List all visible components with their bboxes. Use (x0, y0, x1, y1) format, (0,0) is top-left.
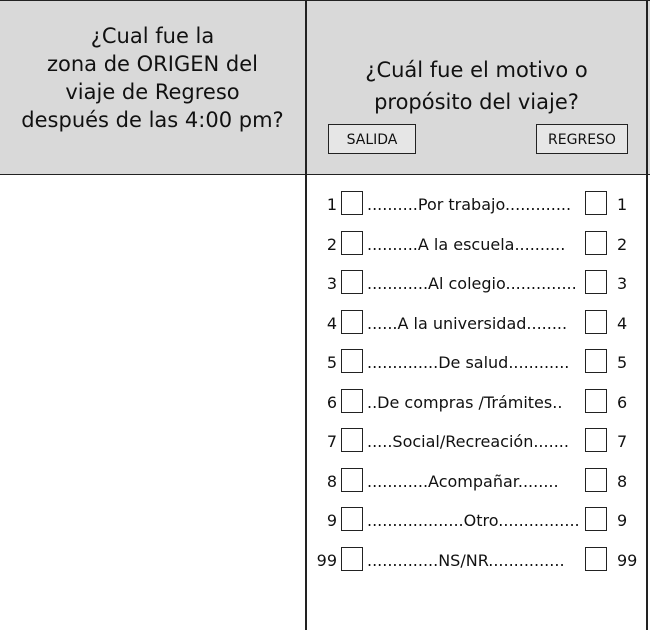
salida-checkbox[interactable] (341, 231, 363, 255)
option-code-salida: 5 (326, 353, 337, 372)
option-code-salida: 3 (326, 274, 337, 293)
option-row (307, 349, 646, 379)
regreso-checkbox[interactable] (585, 428, 607, 452)
option-code-regreso: 5 (617, 353, 628, 372)
right-border (646, 0, 648, 630)
regreso-checkbox[interactable] (585, 310, 607, 334)
option-code-salida: 7 (326, 432, 337, 451)
option-row (307, 270, 646, 300)
option-row (307, 507, 646, 537)
origin-question-line: ¿Cual fue la (90, 24, 215, 48)
option-code-salida: 2 (326, 234, 337, 254)
salida-checkbox[interactable] (341, 310, 363, 334)
option-code-regreso: 1 (617, 195, 628, 214)
salida-checkbox[interactable] (341, 349, 363, 373)
salida-checkbox[interactable] (341, 270, 363, 294)
option-code-salida: 9 (326, 511, 337, 530)
origin-question-line: después de las 4:00 pm? (21, 108, 284, 132)
option-row (307, 389, 646, 419)
regreso-checkbox[interactable] (585, 349, 607, 373)
option-code-salida: 99 (316, 550, 337, 570)
option-code-salida: 8 (326, 471, 337, 491)
option-code-regreso: 9 (617, 511, 628, 530)
option-code-regreso: 2 (617, 234, 628, 254)
option-label: .....Social/Recreación....... (367, 432, 569, 451)
option-label: ............Al colegio.............. (367, 274, 577, 293)
origin-question-line: zona de ORIGEN del (47, 52, 258, 76)
salida-checkbox[interactable] (341, 468, 363, 492)
regreso-checkbox[interactable] (585, 231, 607, 255)
option-row (307, 191, 646, 221)
option-label: ......A la universidad........ (367, 313, 568, 333)
option-code-regreso: 6 (617, 392, 628, 412)
purpose-question-line: ¿Cuál fue el motivo o (365, 58, 588, 82)
option-label: ..............De salud............ (367, 353, 570, 372)
salida-checkbox[interactable] (341, 507, 363, 531)
regreso-label: REGRESO (536, 124, 628, 154)
regreso-checkbox[interactable] (585, 389, 607, 413)
option-row (307, 547, 646, 577)
salida-checkbox[interactable] (341, 191, 363, 215)
option-code-regreso: 99 (617, 550, 638, 570)
origin-question-line: viaje de Regreso (65, 80, 240, 104)
salida-checkbox[interactable] (341, 389, 363, 413)
option-code-salida: 6 (326, 392, 337, 412)
option-code-regreso: 3 (617, 274, 628, 293)
purpose-question-line: propósito del viaje? (374, 90, 579, 114)
option-label: ..........A la escuela.......... (367, 234, 566, 254)
option-code-regreso: 4 (617, 313, 628, 333)
option-code-salida: 1 (326, 195, 337, 214)
option-label: ..............NS/NR............... (367, 550, 565, 570)
regreso-checkbox[interactable] (585, 270, 607, 294)
regreso-checkbox[interactable] (585, 547, 607, 571)
regreso-checkbox[interactable] (585, 507, 607, 531)
origin-question (0, 22, 305, 134)
option-code-regreso: 8 (617, 471, 628, 491)
option-label: ..........Por trabajo............. (367, 195, 572, 214)
option-code-regreso: 7 (617, 432, 628, 451)
option-label: ..De compras /Trámites.. (367, 392, 563, 412)
regreso-checkbox[interactable] (585, 468, 607, 492)
option-row (307, 468, 646, 498)
salida-checkbox[interactable] (341, 428, 363, 452)
salida-checkbox[interactable] (341, 547, 363, 571)
option-code-salida: 4 (326, 313, 337, 333)
option-row (307, 231, 646, 261)
purpose-question (307, 54, 646, 118)
option-label: ...................Otro................ (367, 511, 580, 530)
option-row (307, 428, 646, 458)
option-row (307, 310, 646, 340)
salida-label: SALIDA (328, 124, 416, 154)
regreso-checkbox[interactable] (585, 191, 607, 215)
option-label: ............Acompañar........ (367, 471, 559, 491)
